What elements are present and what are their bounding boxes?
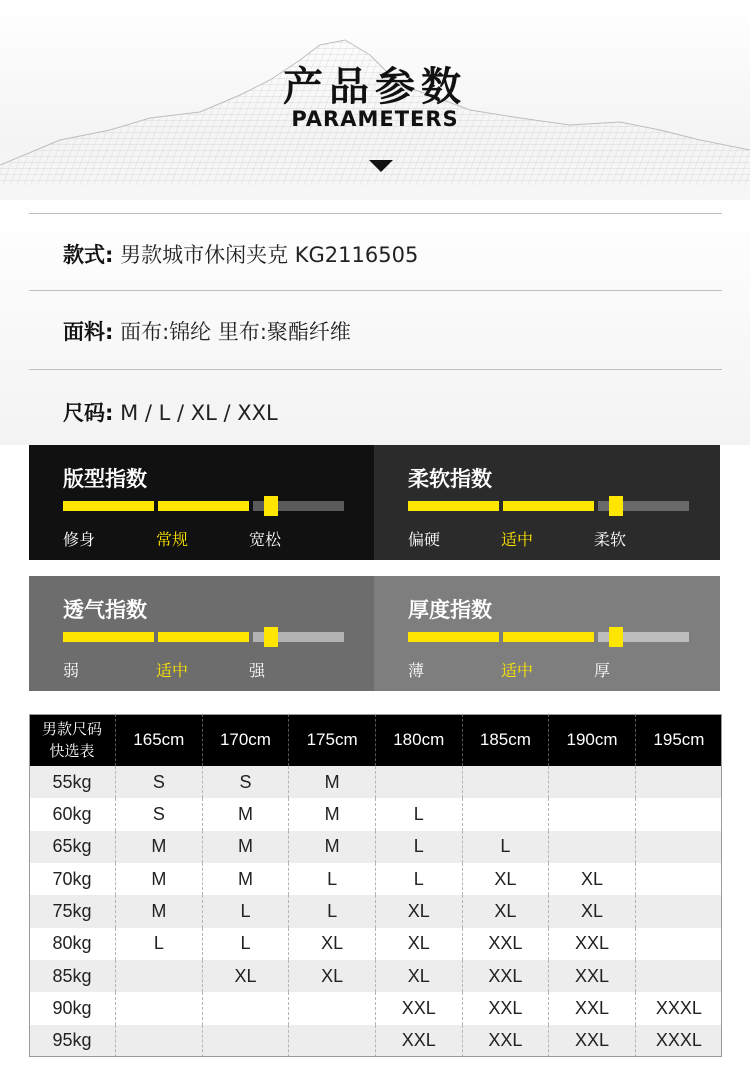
size-cell	[635, 863, 722, 895]
index-panel-thickness	[374, 576, 720, 691]
size-chart-table	[29, 714, 722, 1057]
index-label: 修身	[63, 530, 96, 549]
index-marker	[264, 627, 278, 647]
row-header-weight: 55kg	[29, 766, 116, 798]
size-cell: L	[375, 831, 462, 863]
size-cell: XXL	[375, 1025, 462, 1057]
divider	[29, 213, 722, 214]
index-title: 厚度指数	[408, 598, 492, 622]
spec-style-label: 款式:	[63, 243, 114, 267]
row-header-weight: 70kg	[29, 863, 116, 895]
row-header-weight: 75kg	[29, 895, 116, 927]
spec-style-value: 男款城市休闲夹克 KG2116505	[120, 243, 419, 267]
size-cell: M	[289, 798, 376, 830]
size-cell: XXL	[549, 1025, 636, 1057]
index-panel-softness	[374, 445, 720, 560]
size-cell	[549, 831, 636, 863]
size-cell: XL	[202, 960, 289, 992]
table-row	[29, 1025, 722, 1057]
size-cell: L	[289, 863, 376, 895]
size-cell: XXL	[462, 960, 549, 992]
size-cell	[462, 798, 549, 830]
table-row	[29, 863, 722, 895]
size-cell: XL	[289, 960, 376, 992]
page-title: 产品参数	[283, 64, 467, 110]
index-label: 弱	[63, 661, 80, 680]
index-label: 强	[249, 661, 266, 680]
row-header-weight: 95kg	[29, 1025, 116, 1057]
size-cell	[202, 1025, 289, 1057]
column-header-height: 190cm	[549, 714, 636, 766]
table-row	[29, 895, 722, 927]
size-cell: L	[375, 798, 462, 830]
size-cell: L	[202, 895, 289, 927]
size-cell	[289, 992, 376, 1024]
size-cell: S	[202, 766, 289, 798]
size-cell	[116, 1025, 203, 1057]
size-cell: XL	[549, 895, 636, 927]
index-label-selected: 适中	[156, 661, 189, 680]
spec-size	[63, 397, 278, 427]
column-header-height: 165cm	[116, 714, 203, 766]
size-cell: L	[375, 863, 462, 895]
size-cell: XL	[462, 895, 549, 927]
table-corner-cell: 男款尺码 快选表	[29, 714, 116, 766]
size-cell: XXL	[462, 928, 549, 960]
index-title: 柔软指数	[408, 467, 492, 491]
spec-fabric-label: 面料:	[63, 320, 114, 344]
column-header-height: 170cm	[202, 714, 289, 766]
index-panel-breathability	[29, 576, 374, 691]
index-label-selected: 适中	[501, 530, 534, 549]
size-cell: L	[462, 831, 549, 863]
size-cell: XXXL	[635, 1025, 722, 1057]
size-cell	[116, 992, 203, 1024]
spec-fabric	[63, 316, 351, 346]
index-label: 薄	[408, 661, 425, 680]
size-cell	[462, 766, 549, 798]
index-marker	[264, 496, 278, 516]
size-cell: S	[116, 798, 203, 830]
size-cell: XXL	[462, 1025, 549, 1057]
column-header-height: 195cm	[635, 714, 722, 766]
column-header-height: 175cm	[289, 714, 376, 766]
size-cell: XL	[289, 928, 376, 960]
size-cell: XXL	[375, 992, 462, 1024]
index-bar	[408, 632, 689, 642]
index-title: 透气指数	[63, 598, 147, 622]
spec-style	[63, 239, 418, 269]
index-label-selected: 常规	[156, 530, 189, 549]
size-cell	[116, 960, 203, 992]
index-marker	[609, 496, 623, 516]
size-cell: M	[116, 863, 203, 895]
index-bar	[63, 632, 344, 642]
index-label: 柔软	[594, 530, 627, 549]
size-cell	[635, 831, 722, 863]
spec-size-label: 尺码:	[63, 401, 114, 425]
size-cell: M	[202, 798, 289, 830]
size-cell	[635, 928, 722, 960]
size-cell	[635, 895, 722, 927]
size-cell: M	[289, 831, 376, 863]
index-title: 版型指数	[63, 467, 147, 491]
size-cell	[635, 798, 722, 830]
chevron-down-icon	[369, 160, 393, 172]
index-panel-fit	[29, 445, 374, 560]
size-cell	[375, 766, 462, 798]
table-row	[29, 798, 722, 830]
page-subtitle: PARAMETERS	[291, 107, 459, 131]
column-header-height: 180cm	[375, 714, 462, 766]
size-cell	[635, 960, 722, 992]
size-cell: M	[116, 895, 203, 927]
row-header-weight: 85kg	[29, 960, 116, 992]
spec-fabric-value: 面布:锦纶 里布:聚酯纤维	[120, 320, 351, 344]
spec-size-value: M / L / XL / XXL	[120, 401, 278, 425]
index-label: 宽松	[249, 530, 282, 549]
size-cell	[289, 1025, 376, 1057]
size-cell: XXXL	[635, 992, 722, 1024]
size-cell	[202, 992, 289, 1024]
index-bar	[408, 501, 689, 511]
table-row	[29, 928, 722, 960]
size-cell: M	[289, 766, 376, 798]
index-bar	[63, 501, 344, 511]
size-cell: XL	[375, 895, 462, 927]
index-label-selected: 适中	[501, 661, 534, 680]
size-cell: M	[202, 831, 289, 863]
row-header-weight: 80kg	[29, 928, 116, 960]
size-cell	[549, 798, 636, 830]
size-cell: XXL	[549, 960, 636, 992]
size-cell: XL	[375, 960, 462, 992]
size-cell: L	[202, 928, 289, 960]
size-cell: XXL	[549, 992, 636, 1024]
size-cell: XXL	[462, 992, 549, 1024]
size-cell	[549, 766, 636, 798]
size-cell: XXL	[549, 928, 636, 960]
row-header-weight: 60kg	[29, 798, 116, 830]
size-cell: M	[116, 831, 203, 863]
index-marker	[609, 627, 623, 647]
table-row	[29, 766, 722, 798]
size-cell: M	[202, 863, 289, 895]
size-cell	[635, 766, 722, 798]
size-cell: XL	[375, 928, 462, 960]
table-row	[29, 992, 722, 1024]
size-cell: S	[116, 766, 203, 798]
size-cell: L	[116, 928, 203, 960]
row-header-weight: 65kg	[29, 831, 116, 863]
size-cell: XL	[549, 863, 636, 895]
index-label: 偏硬	[408, 530, 441, 549]
size-cell: XL	[462, 863, 549, 895]
table-row	[29, 960, 722, 992]
table-row	[29, 831, 722, 863]
divider	[29, 290, 722, 291]
row-header-weight: 90kg	[29, 992, 116, 1024]
size-cell: L	[289, 895, 376, 927]
index-label: 厚	[594, 661, 611, 680]
table-header-row	[29, 714, 722, 766]
divider	[29, 369, 722, 370]
column-header-height: 185cm	[462, 714, 549, 766]
